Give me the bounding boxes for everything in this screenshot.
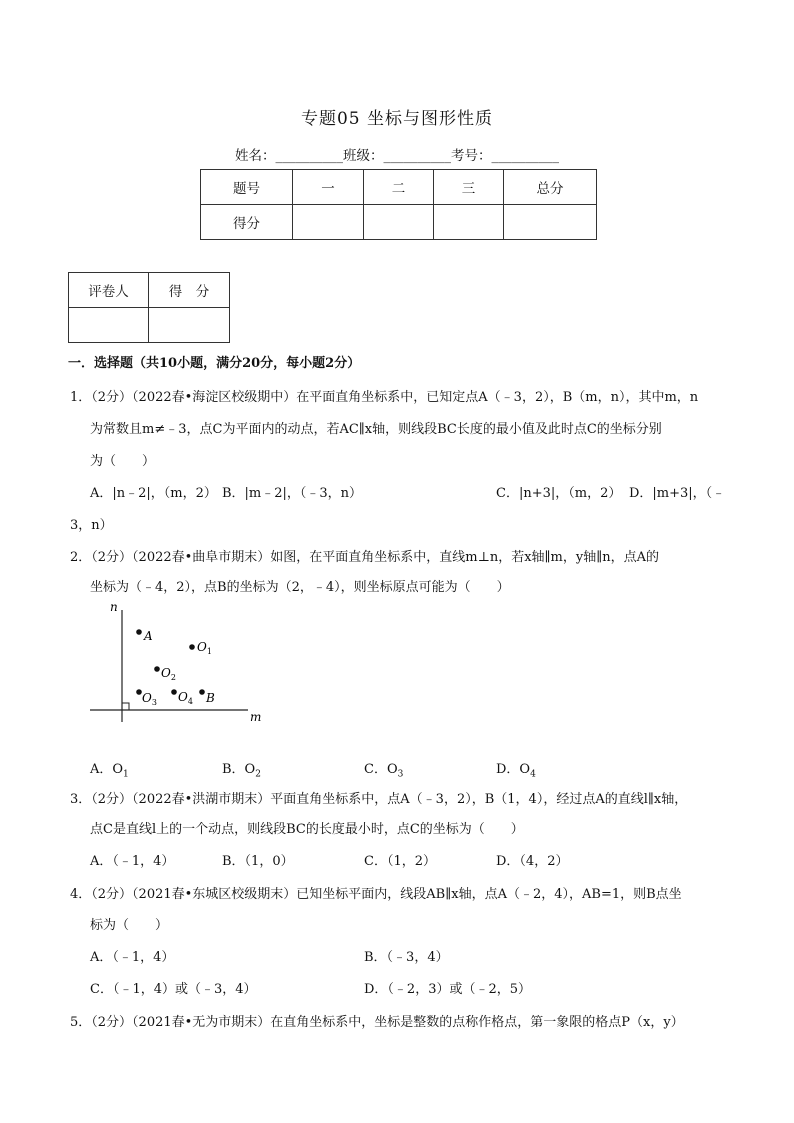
q2-option-d-sub: 4 <box>530 769 536 780</box>
q4-option-a: A．（﹣1，4） <box>90 950 175 965</box>
q2-option-b-sub: 2 <box>255 769 261 780</box>
grader-cell <box>69 308 149 343</box>
score-cell <box>434 205 504 240</box>
section-heading: 一．选择题（共10小题，满分20分，每小题2分） <box>68 356 361 371</box>
point-a <box>136 629 142 635</box>
q2-line1: 2．（2分）（2022春•曲阜市期末）如图，在平面直角坐标系中，直线m⊥n，若x轴∥m，y轴∥n，点A的 <box>70 550 659 565</box>
q1-option-d: D．|m+3|，（﹣ <box>629 486 726 501</box>
label-o3-main: O <box>142 691 152 705</box>
q2-option-a-main: A．O <box>90 762 124 777</box>
label-o1-main: O <box>197 640 207 654</box>
label-o2-main: O <box>161 666 171 680</box>
q3-option-c: C．（1，2） <box>364 854 436 869</box>
q2-option-b <box>222 758 261 780</box>
score-table <box>200 169 597 240</box>
label-a: A <box>144 629 153 643</box>
q4-option-c: C．（﹣1，4）或（﹣3，4） <box>90 982 257 997</box>
q4-line2: 标为（ ） <box>90 918 169 933</box>
point-o3 <box>136 689 142 695</box>
table-cell: 得分 <box>201 205 293 240</box>
table-cell: 题号 <box>201 170 293 205</box>
q1-option-a: A．|n﹣2|，（m，2） <box>90 486 217 501</box>
label-o3-sub: 3 <box>151 698 157 707</box>
student-info-line: 姓名：__________班级：__________考号：__________ <box>235 148 559 164</box>
q2-option-d-main: D．O <box>496 762 531 777</box>
q3-line1: 3．（2分）（2022春•洪湖市期末）平面直角坐标系中，点A（﹣3，2），B（1，4），经过点A的直线l∥x轴， <box>70 792 688 807</box>
q2-option-c <box>364 758 403 780</box>
label-b: B <box>206 691 215 705</box>
q2-option-b-main: B．O <box>222 762 256 777</box>
q2-option-c-main: C．O <box>364 762 398 777</box>
table-row <box>201 205 597 240</box>
q1-option-d-cont: 3，n） <box>70 518 113 533</box>
q3-option-a: A．（﹣1，4） <box>90 854 175 869</box>
coordinate-figure <box>80 598 280 728</box>
q2-option-d <box>496 758 536 780</box>
q2-option-a-sub: 1 <box>123 769 129 780</box>
q4-option-b: B．（﹣3，4） <box>364 950 449 965</box>
label-o4 <box>178 690 193 706</box>
label-o4-main: O <box>178 690 188 704</box>
q3-option-b: B．（1，0） <box>222 854 294 869</box>
table-cell: 评卷人 <box>69 273 149 308</box>
label-o1-sub: 1 <box>206 647 212 656</box>
point-o2 <box>154 666 160 672</box>
table-cell: 总分 <box>504 170 597 205</box>
q2-option-c-sub: 3 <box>397 769 404 780</box>
score-cell <box>293 205 364 240</box>
table-row <box>201 170 597 205</box>
axis-label-m: m <box>250 710 262 724</box>
point-o1 <box>189 644 195 650</box>
label-o4-sub: 4 <box>187 697 193 706</box>
q2-line2: 坐标为（﹣4，2），点B的坐标为（2，﹣4），则坐标原点可能为（ ） <box>90 580 510 595</box>
q3-option-d: D．（4，2） <box>496 854 569 869</box>
label-o1 <box>197 640 212 656</box>
q4-option-d: D．（﹣2，3）或（﹣2，5） <box>364 982 532 997</box>
table-cell: 一 <box>293 170 364 205</box>
label-o2 <box>161 666 176 682</box>
point-o4 <box>171 689 177 695</box>
table-row <box>69 308 230 343</box>
label-o2-sub: 2 <box>170 673 176 682</box>
table-row <box>69 273 230 308</box>
q1-option-b: B．|m﹣2|，（﹣3，n） <box>222 486 363 501</box>
grader-cell <box>149 308 230 343</box>
q1-line2: 为常数且m≠﹣3，点C为平面内的动点，若AC∥x轴，则线段BC长度的最小值及此时点C的坐标分别 <box>90 422 662 437</box>
q2-option-a <box>90 758 129 780</box>
q1-option-c: C．|n+3|，（m，2） <box>496 486 622 501</box>
q4-line1: 4．（2分）（2021春•东城区校级期末）已知坐标平面内，线段AB∥x轴，点A（﹣2，4），AB=1，则B点坐 <box>70 887 682 902</box>
score-cell <box>504 205 597 240</box>
table-cell: 二 <box>364 170 434 205</box>
q3-line2: 点C是直线l上的一个动点，则线段BC的长度最小时，点C的坐标为（ ） <box>90 822 524 837</box>
point-b <box>199 689 205 695</box>
q1-line1: 1．（2分）（2022春•海淀区校级期中）在平面直角坐标系中，已知定点A（﹣3，2），B（m，n），其中m，n <box>70 390 699 405</box>
label-o3 <box>142 691 157 707</box>
score-cell <box>364 205 434 240</box>
q1-line3: 为（ ） <box>90 454 156 469</box>
table-cell: 三 <box>434 170 504 205</box>
axis-label-n: n <box>110 600 118 614</box>
page-title: 专题05 坐标与图形性质 <box>300 109 494 129</box>
right-angle-mark <box>122 703 129 710</box>
table-cell: 得 分 <box>149 273 230 308</box>
q5-line1: 5．（2分）（2021春•无为市期末）在直角坐标系中，坐标是整数的点称作格点，第一象限的格点P（x，y） <box>70 1015 684 1030</box>
grader-table <box>68 272 230 343</box>
